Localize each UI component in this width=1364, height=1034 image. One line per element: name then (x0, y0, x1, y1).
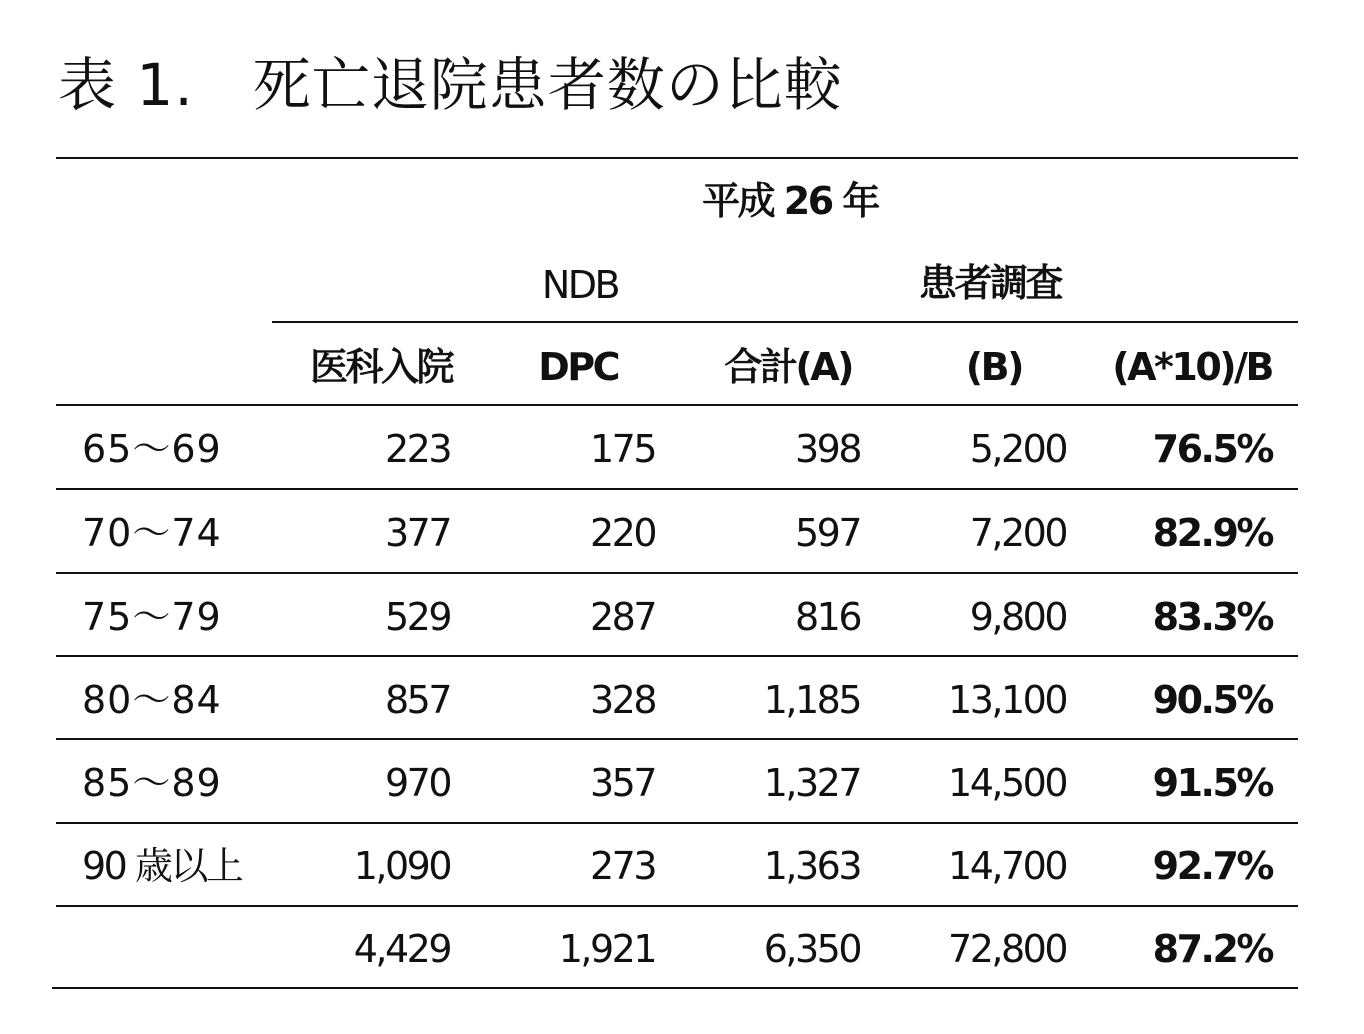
cell-ika: 223 (384, 427, 450, 471)
cell-total: 816 (794, 595, 860, 639)
row-rule (56, 822, 1298, 824)
cell-total: 1,327 (763, 761, 860, 805)
total-ratio: 87.2% (1152, 927, 1272, 971)
column-header-ika: 医科入院 (309, 345, 452, 389)
header-group-survey: 患者調査 (918, 261, 1061, 305)
cell-ratio: 91.5% (1152, 761, 1272, 805)
table-top-rule (56, 157, 1298, 159)
row-rule (56, 488, 1298, 490)
row-age: 65～69 (82, 427, 222, 471)
cell-ika: 1,090 (353, 844, 450, 888)
header-group-rule (272, 321, 1298, 323)
total-total: 6,350 (763, 927, 860, 971)
cell-b: 14,500 (948, 761, 1066, 805)
cell-dpc: 175 (589, 427, 655, 471)
cell-total: 398 (794, 427, 860, 471)
cell-b: 13,100 (948, 678, 1066, 722)
cell-ratio: 92.7% (1152, 844, 1272, 888)
cell-dpc: 328 (589, 678, 655, 722)
column-header-ratio: (A*10)/B (1112, 345, 1272, 389)
row-rule (56, 655, 1298, 657)
column-header-b: (B) (965, 345, 1022, 389)
cell-ika: 377 (384, 511, 450, 555)
row-rule (56, 905, 1298, 907)
row-rule (56, 572, 1298, 574)
cell-b: 14,700 (948, 844, 1066, 888)
cell-ratio: 82.9% (1152, 511, 1272, 555)
cell-b: 5,200 (969, 427, 1066, 471)
column-header-dpc: DPC (538, 345, 618, 389)
cell-ratio: 83.3% (1152, 595, 1272, 639)
header-group-ndb: NDB (541, 263, 619, 307)
row-age: 80～84 (82, 678, 222, 722)
row-age: 85～89 (82, 761, 222, 805)
header-year: 平成 26 年 (702, 179, 878, 223)
row-rule (56, 738, 1298, 740)
total-ika: 4,429 (353, 927, 450, 971)
cell-b: 7,200 (969, 511, 1066, 555)
cell-total: 1,363 (763, 844, 860, 888)
cell-ika: 970 (384, 761, 450, 805)
total-b: 72,800 (948, 927, 1066, 971)
cell-dpc: 287 (589, 595, 655, 639)
cell-b: 9,800 (969, 595, 1066, 639)
cell-ika: 529 (384, 595, 450, 639)
row-age: 90 歳以上 (82, 844, 242, 888)
cell-total: 597 (794, 511, 860, 555)
cell-dpc: 357 (589, 761, 655, 805)
table-bottom-rule (52, 987, 1298, 989)
cell-ika: 857 (384, 678, 450, 722)
total-dpc: 1,921 (558, 927, 655, 971)
cell-dpc: 273 (589, 844, 655, 888)
row-age: 75～79 (82, 595, 222, 639)
cell-total: 1,185 (763, 678, 860, 722)
cell-ratio: 90.5% (1152, 678, 1272, 722)
column-header-total: 合計(A) (724, 345, 852, 389)
row-age: 70～74 (82, 511, 222, 555)
cell-dpc: 220 (589, 511, 655, 555)
header-bottom-rule (56, 404, 1298, 406)
page-title: 表 1. 死亡退院患者数の比較 (58, 51, 843, 119)
cell-ratio: 76.5% (1152, 427, 1272, 471)
